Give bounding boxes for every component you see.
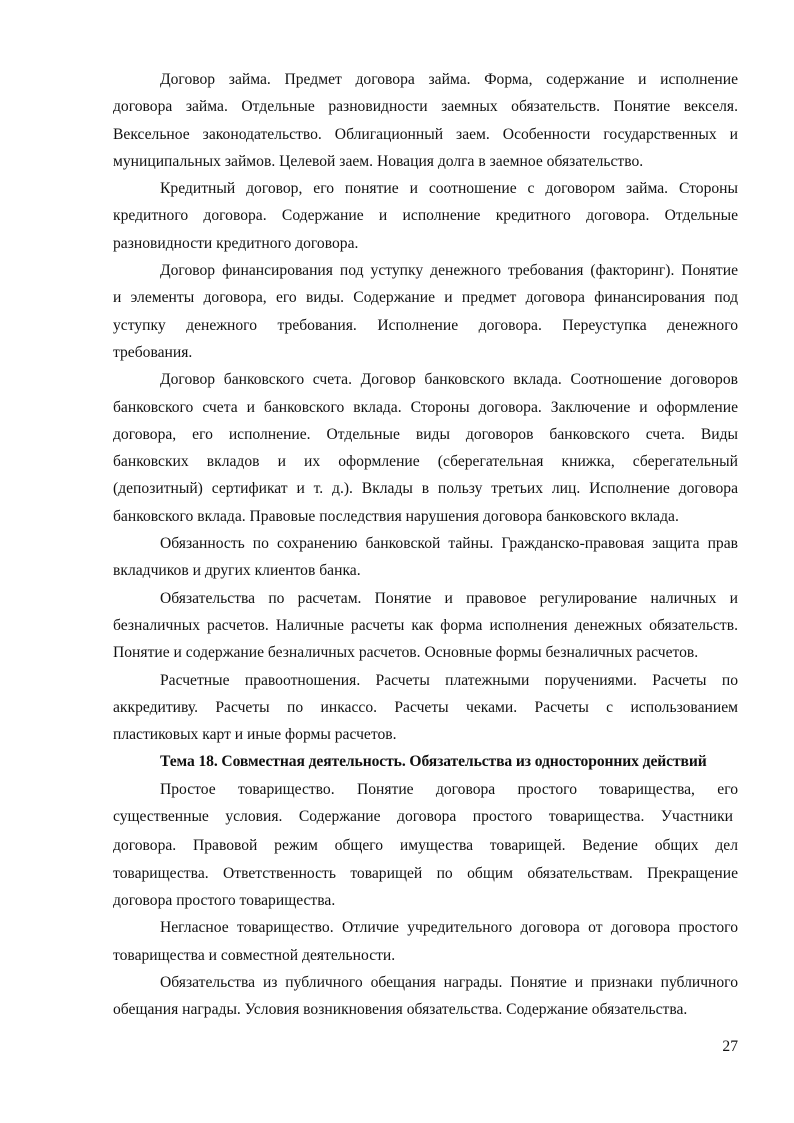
text-line: Договор банковского счета. Договор банковского вклада. Соотношение договоров bbox=[160, 371, 738, 389]
text-line: уступку денежного требования. Исполнение договора. Переуступка денежного bbox=[113, 316, 738, 334]
paragraph-credit-agreement bbox=[113, 175, 738, 257]
paragraph-settlement-relations bbox=[113, 667, 738, 749]
document-page bbox=[113, 66, 738, 1023]
text-line: договора, его исполнение. Отдельные виды договоров банковского счета. Виды bbox=[113, 425, 738, 443]
text-line: банковского вклада. Правовые последствия нарушения договора банковского вклада. bbox=[113, 507, 679, 525]
text-line: Негласное товарищество. Отличие учредительного договора от договора простого bbox=[160, 919, 738, 937]
text-line: Обязательства из публичного обещания награды. Понятие и признаки публичного bbox=[160, 973, 738, 991]
text-line: договора займа. Отдельные разновидности заемных обязательств. Понятие векселя. bbox=[113, 98, 738, 116]
text-line: Понятие и содержание безналичных расчетов. Основные формы безналичных расчетов. bbox=[113, 644, 699, 662]
text-line: договора. Правовой режим общего имущества товарищей. Ведение общих дел bbox=[113, 837, 738, 855]
text-line: Кредитный договор, его понятие и соотношение с договором займа. Стороны bbox=[160, 180, 738, 198]
paragraph-factoring bbox=[113, 257, 738, 366]
text-line: аккредитиву. Расчеты по инкассо. Расчеты чеками. Расчеты с использованием bbox=[113, 698, 738, 716]
text-line: Вексельное законодательство. Облигационный заем. Особенности государственных и bbox=[113, 125, 738, 143]
text-line: разновидности кредитного договора. bbox=[113, 234, 359, 252]
text-line: существенные условия. Содержание договора простого товарищества. Участники bbox=[113, 808, 733, 826]
text-line: товарищества. Ответственность товарищей по общим обязательствам. Прекращение bbox=[113, 864, 738, 882]
text-line: и элементы договора, его виды. Содержание и предмет договора финансирования под bbox=[113, 289, 738, 307]
text-line: товарищества и совместной деятельности. bbox=[113, 946, 396, 964]
text-line: кредитного договора. Содержание и исполнение кредитного договора. Отдельные bbox=[113, 207, 738, 225]
text-line: безналичных расчетов. Наличные расчеты как форма исполнения денежных обязательств. bbox=[113, 616, 738, 634]
text-line: обещания награды. Условия возникновения обязательства. Содержание обязательства. bbox=[113, 1001, 688, 1019]
paragraph-public-reward bbox=[113, 969, 738, 1024]
text-line: вкладчиков и других клиентов банка. bbox=[113, 562, 361, 580]
text-line: (депозитный) сертификат и т. д.). Вклады в пользу третьих лиц. Исполнение договора bbox=[113, 480, 738, 498]
paragraph-settlements bbox=[113, 585, 738, 667]
paragraph-bank-secrecy bbox=[113, 530, 738, 585]
page-number: 27 bbox=[722, 1038, 738, 1055]
text-line: банковского счета и банковского вклада. Стороны договора. Заключение и оформление bbox=[113, 398, 738, 416]
text-line: Договор финансирования под уступку денежного требования (факторинг). Понятие bbox=[160, 262, 738, 280]
text-line: Простое товарищество. Понятие договора простого товарищества, его bbox=[160, 780, 738, 798]
text-line: требования. bbox=[113, 343, 193, 361]
paragraph-loan-agreement bbox=[113, 66, 738, 175]
paragraph-silent-partnership bbox=[113, 914, 738, 969]
text-line: Обязанность по сохранению банковской тайны. Гражданско-правовая защита прав bbox=[160, 535, 738, 553]
text-line: договора простого товарищества. bbox=[113, 891, 336, 909]
text-line: Договор займа. Предмет договора займа. Форма, содержание и исполнение bbox=[160, 71, 738, 88]
text-line: банковских вкладов и их оформление (сберегательная книжка, сберегательный bbox=[113, 453, 738, 471]
text-line: муниципальных займов. Целевой заем. Новация долга в заемное обязательство. bbox=[113, 152, 644, 170]
text-line: пластиковых карт и иные формы расчетов. bbox=[113, 726, 397, 744]
text-line: Расчетные правоотношения. Расчеты платежными поручениями. Расчеты по bbox=[160, 671, 738, 689]
text-line: Обязательства по расчетам. Понятие и правовое регулирование наличных и bbox=[160, 589, 738, 607]
paragraph-bank-account bbox=[113, 366, 738, 530]
paragraph-simple-partnership bbox=[113, 776, 738, 914]
section-heading: Тема 18. Совместная деятельность. Обязательства из односторонних действий bbox=[160, 753, 707, 771]
